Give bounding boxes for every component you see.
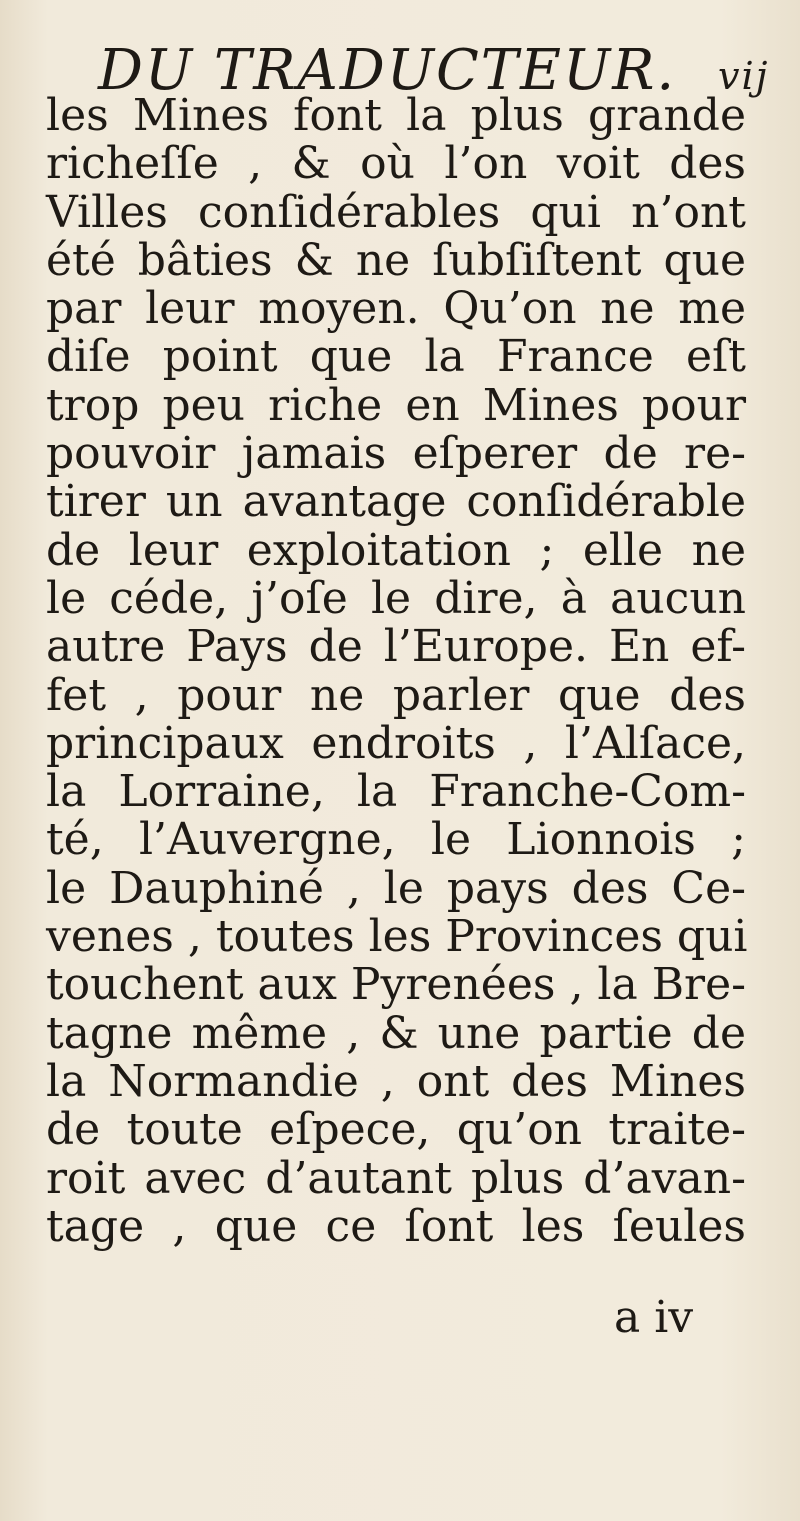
text-line: de leur exploitation ; elle ne — [46, 524, 746, 576]
running-title: DU TRADUCTEUR. — [98, 38, 677, 103]
text-line: pouvoir jamais eſperer de re- — [46, 428, 746, 480]
text-line: diſe point que la France eſt — [46, 331, 746, 383]
page-number: vij — [718, 54, 770, 98]
text-line: tirer un avantage conſidérable — [46, 476, 746, 528]
text-line: richeſſe , & où l’on voit des — [46, 138, 746, 190]
text-line: autre Pays de l’Europe. En ef- — [46, 621, 746, 673]
text-line: le céde, j’oſe le dire, à aucun — [46, 572, 746, 624]
body-text — [46, 92, 746, 1251]
text-line: tagne même , & une partie de — [46, 1007, 746, 1059]
text-line: la Lorraine, la Franche-Com- — [46, 766, 746, 818]
text-line: par leur moyen. Qu’on ne me — [46, 283, 746, 335]
text-line: de toute eſpece, qu’on traite- — [46, 1104, 746, 1156]
text-line: Villes conſidérables qui n’ont — [46, 186, 746, 238]
text-line: roit avec d’autant plus d’avan- — [46, 1152, 746, 1204]
signature-mark: a iv — [614, 1292, 694, 1343]
text-line: trop peu riche en Mines pour — [46, 379, 746, 431]
text-line: tage , que ce ſont les ſeules — [46, 1200, 746, 1252]
text-line: été bâties & ne ſubſiſtent que — [46, 234, 746, 286]
text-line: fet , pour ne parler que des — [46, 669, 746, 721]
text-line: le Dauphiné , le pays des Ce- — [46, 862, 746, 914]
text-line: les Mines font la plus grande — [46, 90, 746, 141]
text-line: principaux endroits , l’Alſace, — [46, 717, 746, 769]
text-line: touchent aux Pyrenées , la Bre- — [46, 959, 746, 1011]
text-line: té, l’Auvergne, le Lionnois ; — [46, 814, 746, 866]
text-line: la Normandie , ont des Mines — [46, 1055, 746, 1107]
text-line: venes , toutes les Provinces qui — [46, 911, 748, 963]
